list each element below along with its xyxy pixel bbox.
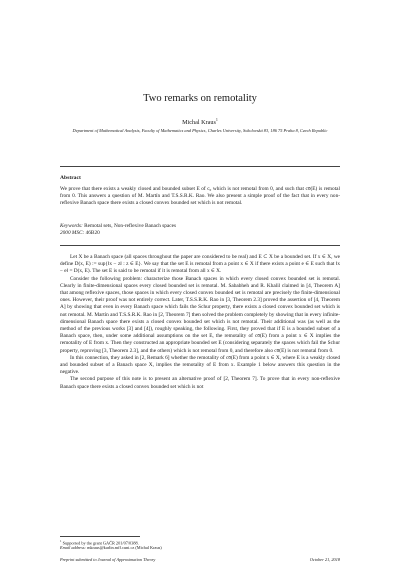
footnote-grant-mark: 1 xyxy=(60,539,62,543)
paper-title: Two remarks on remotality xyxy=(143,93,257,104)
body-paragraph: Let X be a Banach space (all spaces throughout the paper are considered to be real) and E ⊂ X be a bounded set. If x ∈ X, we define D(x, E) := sup{‖x − z‖ : z ∈ E}. We say that the set E is remotal from a point x ∈ X if there exists a point e ∈ E such that ‖x − e‖ = D(x, E). The set E is said to be remotal if it is remotal from all x ∈ X. xyxy=(60,254,340,275)
keywords-label: Keywords: xyxy=(60,223,83,229)
footer-date: October 21, 2018 xyxy=(309,557,340,562)
author-name: Michal Kraus xyxy=(182,119,216,127)
msc-label: 2000 MSC: xyxy=(60,230,85,236)
msc-line xyxy=(60,230,340,237)
affiliation: Department of Mathematical Analysis, Faculty of Mathematics and Physics, Charles University, Sokolovská 83, 186 75 Praha 8, Czech Republic xyxy=(72,128,328,133)
paper-body xyxy=(60,254,340,391)
author-line xyxy=(0,117,400,126)
footer-journal: Preprint submitted to Journal of Approximation Theory xyxy=(60,557,156,562)
msc-text: 46B20 xyxy=(85,230,100,236)
email-address: mkraus@karlin.mff.cuni.cz (Michal Kraus) xyxy=(87,545,162,550)
abstract-top-rule xyxy=(60,166,340,167)
body-paragraph: In this connection, they asked in [2, Remark 6] whether the remotality of co̅(E) from a point x ∈ X, where E is a weakly closed and bounded subset of a Banach space X, implies the remotality of E from x. Example 1 below answers this question in the negative. xyxy=(60,354,340,376)
author-footnote-mark: 1 xyxy=(215,117,218,122)
page-footer xyxy=(60,557,340,562)
keywords-text: Remotal sets, Non-reflexive Banach spaces xyxy=(84,223,177,229)
footnote-rule xyxy=(60,536,140,537)
abstract-text: We prove that there exists a weakly closed and bounded subset E of c₀ which is not remotal from 0, and such that co̅(E) is remotal from 0. This answers a question of M. Martín and T.S.S.R.K. Rao. We also present a simple proof of the fact that in every non-reflexive Banach space there exists a closed convex bounded set which is not remotal. xyxy=(60,186,340,207)
abstract-bottom-rule xyxy=(60,245,340,246)
body-paragraph: The second purpose of this note is to present an alternative proof of [2, Theorem 7]. To prove that in every non-reflexive Banach space there exists a closed convex bounded set which is not xyxy=(60,376,340,390)
footnote-grant-text: Supported by the grant GAČR 201/07/0388. xyxy=(62,540,139,546)
body-paragraph: Consider the following problem: characterize those Banach spaces in which every closed convex bounded set is remotal. Clearly in finite-dimensional spaces every closed bounded set is remotal. M. Sababheh and R. Khalil claimed in [4, Theorem A] that among reflexive spaces, those spaces in which every closed convex bounded set is remotal are precisely the finite-dimensional ones. However, their proof was not entirely correct. Later, T.S.S.R.K. Rao in [3, Theorem 2.3] proved the assertion of [4, Theorem A] by showing that even in every Banach space which fails the Schur property, there exists a closed convex bounded set which is not remotal. M. Martín and T.S.S.R.K. Rao in [2, Theorem 7] then solved the problem completely by showing that in every infinite-dimensional Banach space there exists a closed convex bounded set which is not remotal. Their additional was (as well as the method of the previous works [3] and [4]), roughly speaking, the following. First, they proved that if E is a bounded subset of a Banach space, then, under some additional assumptions on the set E, the remotality of co̅(E) from a point x ∈ X implies the remotality of E from x. Then they constructed an appropriate bounded set E (considering separately the spaces which fail the Schur property, reproving [3, Theorem 2.3], and the others) which is not remotal from 0, and therefore also co̅(E) is not remotal from 0. xyxy=(60,275,340,354)
email-label: Email address: xyxy=(60,545,86,550)
footnote-email xyxy=(60,545,340,551)
abstract-heading: Abstract xyxy=(60,175,81,181)
